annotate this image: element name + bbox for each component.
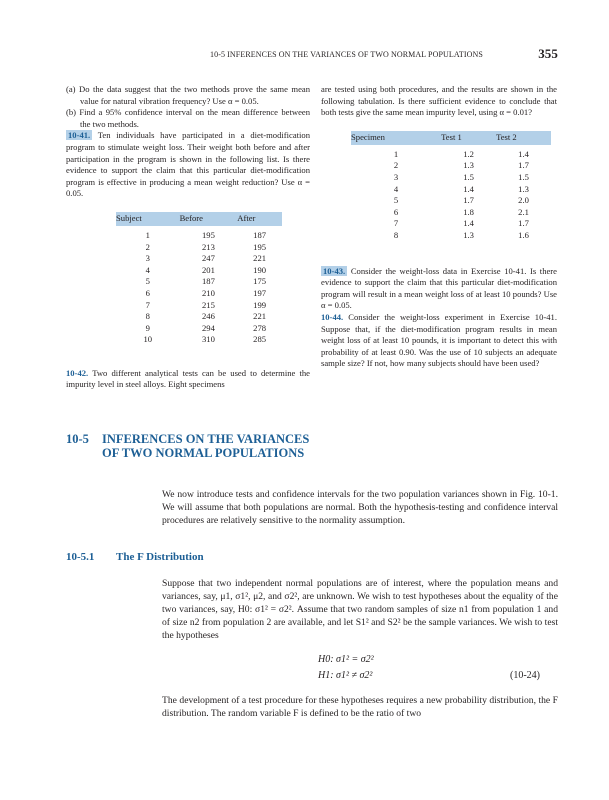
subsection-title: The F Distribution [116,551,204,563]
subsection-para1: Suppose that two independent normal populations are of interest, where the population means and variances, say, μ1, σ1², μ2, and σ2², are unknown. We wish to test hypotheses about the equality of the two variances, say, H0: σ1² = σ2². Assume that two random samples of size n1 from population 1 and of size n2 from population 2 are available, and let S1² and S2² be the sample variances. We wish to test the hypotheses [162,578,558,641]
running-head [210,46,560,61]
item-b: (b) Find a 95% confidence interval on the mean difference between the two methods. [66,107,310,129]
weight-loss-table [116,212,282,346]
section-title-line1: INFERENCES ON THE VARIANCES [102,432,310,446]
table-row: 5 187 175 [145,276,267,287]
table-row: 1 1.2 1.4 [393,148,529,159]
item-a: (a) Do the data suggest that the two methods prove the same mean value for natural vibration frequency? Use α = 0.05. [66,84,310,106]
table-row: 8 246 221 [145,311,267,322]
table-row: 2 1.3 1.7 [393,160,529,171]
table-header: Test 1 [441,131,496,145]
left-column [66,84,310,391]
exercise-10-41: 10-41. Ten individuals have participated in a diet-modification program to stimulate weight loss. Their weight both before and after participation in the program is shown in the following list. Is there evidence to support the claim that this particular diet-modification program is effective in producing a mean weight reduction? Use α = 0.05. [66,130,310,199]
page-number: 355 [538,46,558,61]
section-title-line2: OF TWO NORMAL POPULATIONS [102,446,305,460]
table-header: After [237,212,282,226]
equation-h1: H1: σ1² ≠ σ2² [318,670,373,681]
subsection-para2: The development of a test procedure for these hypotheses requires a new probability distribution, the F distribution. The random variable F is defined to be the ratio of two [162,695,558,719]
table-header: Subject [116,212,180,226]
exercise-label: 10-44. [321,311,344,322]
table-row: 9 294 278 [145,322,267,333]
table-header: Before [180,212,238,226]
right-column [321,84,557,370]
subsection-heading [66,551,204,563]
table-row: 3 247 221 [145,253,267,264]
exercise-label: 10-41. [68,130,91,141]
table-row: 4 1.4 1.3 [393,183,529,194]
table-row: 7 1.4 1.7 [393,218,529,229]
exercise-10-43: 10-43. Consider the weight-loss data in Exercise 10-41. Is there evidence to support the claim that this particular diet-modification program will result in a mean weight loss of at least 10 pounds? Use α = 0.05. [321,265,557,311]
table-row: 8 1.3 1.6 [393,229,529,240]
section-intro: We now introduce tests and confidence intervals for the two population variances shown in Fig. 10-1. We will assume that both populations are normal. Both the hypothesis-testing and confidence interval procedures are relatively sensitive to the normality assumption. [162,489,558,526]
table-row: 2 213 195 [145,241,267,252]
exercise-label: 10-42. [66,367,89,378]
equation-number: (10-24) [510,670,540,681]
exercise-10-42: 10-42. Two different analytical tests can be used to determine the impurity level in steel alloys. Eight specimens [66,367,310,390]
table-row: 4 201 190 [145,264,267,275]
impurity-table [351,131,551,242]
table-row: 7 215 199 [145,299,267,310]
exercise-10-44: 10-44. Consider the weight-loss experiment in Exercise 10-41. Suppose that, if the diet-modification program results in mean weight loss of at least 10 pounds, it is important to detect this with probability of at least 0.90. Was the use of 10 subjects an adequate sample size? If not, how many subjects should have been used? [321,311,557,369]
table-row: 5 1.7 2.0 [393,195,529,206]
table-row: 10 310 285 [143,334,267,345]
table-header: Specimen [351,131,441,145]
section-number: 10-5 [66,432,89,446]
table-row: 6 1.8 2.1 [393,206,529,217]
running-title: 10-5 INFERENCES ON THE VARIANCES OF TWO NORMAL POPULATIONS [210,50,483,59]
exercise-label: 10-43. [323,265,346,276]
table-row: 1 195 187 [145,229,267,240]
subsection-number: 10-5.1 [66,551,95,563]
table-row: 3 1.5 1.5 [393,171,529,182]
section-heading [66,432,309,460]
exercise-10-42-continued: are tested using both procedures, and the results are shown in the following tabulation. Is there sufficient evidence to conclude that both tests give the same mean impurity level, using α = 0.01? [321,84,557,118]
table-header: Test 2 [496,131,551,145]
table-row: 6 210 197 [145,287,267,298]
equation-h0: H0: σ1² = σ2² [318,654,374,665]
